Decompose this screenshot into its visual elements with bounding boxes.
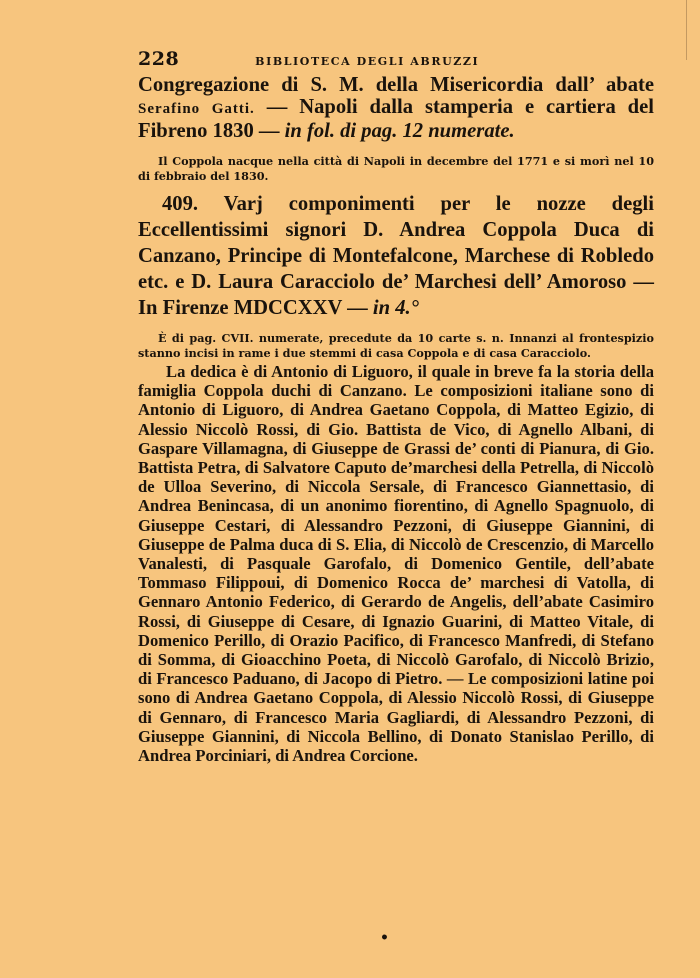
entry-description: È di pag. CVII. numerate, precedute da 10 carte s. n. Innanzi al frontespizio stanno incisi in rame i due stemmi di casa Coppola e di casa Caracciolo. — [138, 331, 654, 360]
entry-format: in 4.° — [372, 297, 419, 319]
entry-409-heading — [138, 191, 654, 321]
previous-entry-continuation — [138, 74, 654, 142]
previous-entry-imprint: — Napoli dalla stamperia e cartiera del Fibreno 1830 — — [138, 96, 654, 142]
entry-title: Varj componimenti per le nozze degli Eccellentissimi signori D. Andrea Coppola Duca di Canzano, Principe di Montefalcone, Marchese di Robledo etc. e D. Laura Caracciolo de’ Marchesi dell’ Amoroso — In Firenze MDCCXXV — — [138, 193, 654, 319]
running-title: BIBLIOTECA DEGLI ABRUZZI — [255, 55, 480, 68]
footer-mark: • — [380, 930, 389, 946]
page-edge-shadow — [686, 0, 695, 60]
previous-entry-author: Serafino Gatti. — [138, 101, 255, 117]
previous-entry-text: Congregazione di S. M. della Misericordia dall’ abate — [138, 74, 654, 96]
entry-body-text: La dedica è di Antonio di Liguoro, il quale in breve fa la storia della famiglia Coppola duchi di Canzano. Le composizioni italiane sono di Antonio di Liguoro, di Andrea Gaetano Coppola, di Matteo Egizio, di Alessio Niccolò Rossi, di Gio. Battista de Vico, di Agnello Albani, di Gaspare Villamagna, di Giuseppe de Grassi de’ conti di Pianura, di Gio. Battista Petra, di Salvatore Caputo de’marchesi della Petrella, di Niccolò de Ulloa Severino, di Niccola Sersale, di Francesco Giannettasio, di Andrea Benincasa, di un anonimo fiorentino, di Agnello Spagnuolo, di Giuseppe Cestari, di Alessandro Pezzoni, di Giuseppe Giannini, di Giuseppe de Palma duca di S. Elia, di Niccolò de Crescenzio, di Marcello Vanalesti, di Pasquale Garofalo, di Domenico Gentile, dell’abate Tommaso Filippoui, di Domenico Rocca de’ marchesi di Vatolla, di Gennaro Antonio Federico, di Gerardo de Angelis, dell’abate Casimiro Rossi, di Giuseppe di Cesare, di Ignazio Guarini, di Matteo Vitale, di Domenico Perillo, di Orazio Pacifico, di Francesco Manfredi, di Stefano di Somma, di Gioacchino Poeta, di Niccolò Garofalo, di Niccolò Brizio, di Francesco Paduano, di Jacopo di Pietro. — Le composizioni latine poi sono di Andrea Gaetano Coppola, di Alessio Niccolò Rossi, di Giuseppe di Gennaro, di Francesco Maria Gagliardi, di Alessandro Pezzoni, di Giuseppe Giannini, di Niccola Bellino, di Donato Stanislao Perillo, di Andrea Porciniari, di Andrea Corcione. — [138, 362, 654, 766]
page-header — [138, 48, 654, 74]
book-page — [138, 48, 654, 765]
entry-number: 409. — [162, 193, 199, 215]
page-number: 228 — [138, 48, 180, 70]
previous-entry-format: in fol. di pag. 12 numerate. — [284, 120, 515, 142]
biographical-note: Il Coppola nacque nella città di Napoli in decembre del 1771 e si morì nel 10 di febbraio del 1830. — [138, 154, 654, 183]
